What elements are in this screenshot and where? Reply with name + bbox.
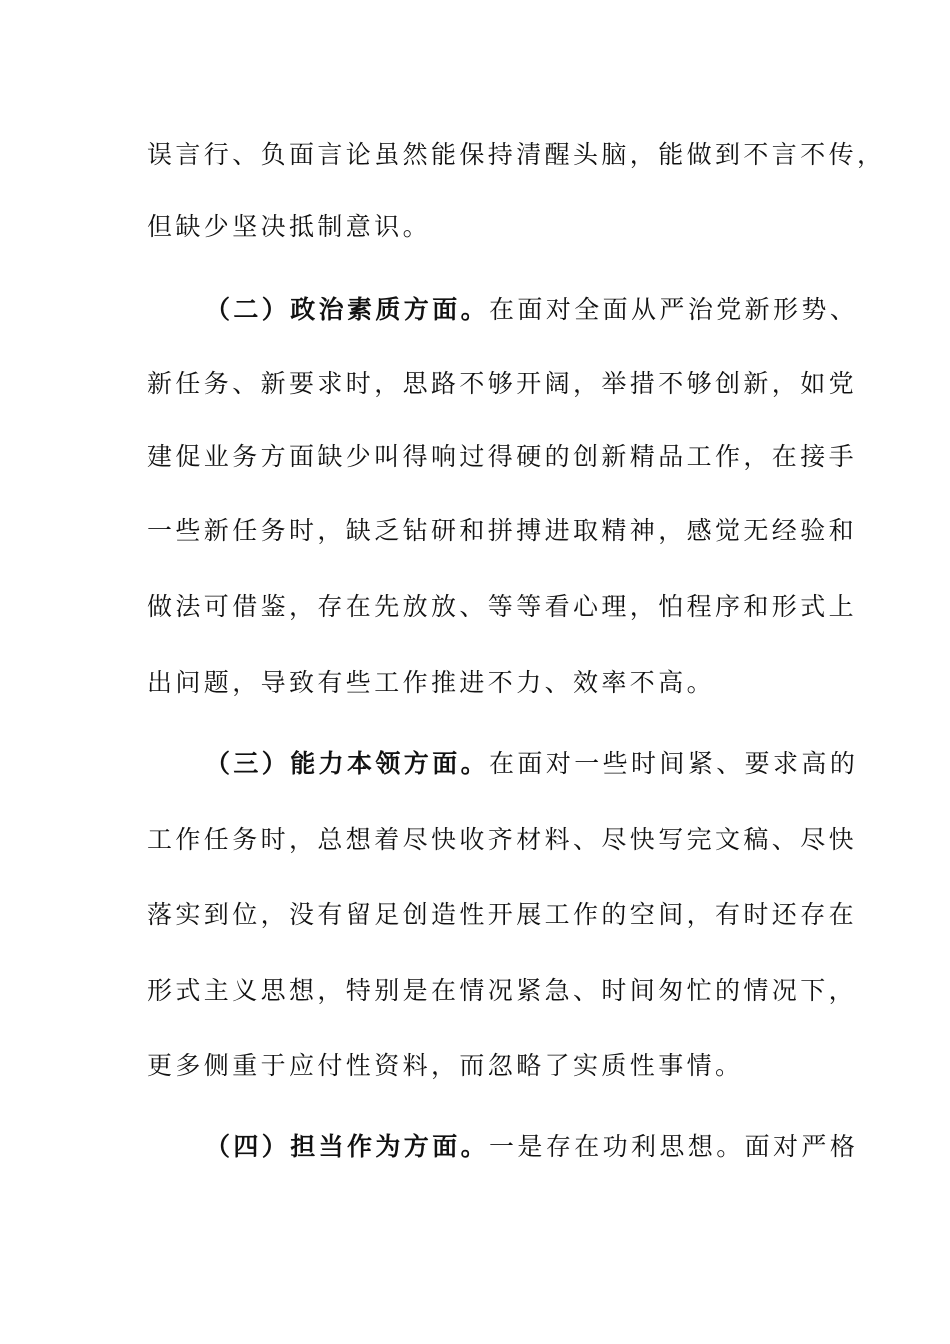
section-heading: （三）能力本领方面。 [205, 749, 490, 778]
text-line: 做法可借鉴，存在先放放、等等看心理，怕程序和形式上 [147, 592, 858, 621]
text-line: 建促业务方面缺少叫得响过得硬的创新精品工作，在接手 [147, 442, 858, 471]
text-line: 落实到位，没有留足创造性开展工作的空间，有时还存在 [147, 900, 858, 929]
text-line: 更多侧重于应付性资料，而忽略了实质性事情。 [147, 1051, 744, 1080]
section-text: 一是存在功利思想。面对严格 [489, 1132, 859, 1161]
section-heading: （四）担当作为方面。 [205, 1132, 490, 1161]
text-line: 形式主义思想，特别是在情况紧急、时间匆忙的情况下， [147, 976, 858, 1005]
text-line: 出问题，导致有些工作推进不力、效率不高。 [147, 668, 716, 697]
section-first-line [205, 744, 858, 784]
section-heading: （二）政治素质方面。 [205, 295, 490, 324]
section-first-line [205, 290, 858, 330]
text-line: 误言行、负面言论虽然能保持清醒头脑，能做到不言不传， [147, 140, 886, 169]
text-line: 工作任务时，总想着尽快收齐材料、尽快写完文稿、尽快 [147, 825, 858, 854]
section-text: 在面对全面从严治党新形势、 [489, 295, 859, 324]
text-line: 但缺少坚决抵制意识。 [147, 212, 432, 241]
section-text: 在面对一些时间紧、要求高的 [489, 749, 859, 778]
text-line: 一些新任务时，缺乏钻研和拼搏进取精神，感觉无经验和 [147, 516, 858, 545]
section-first-line [205, 1127, 858, 1167]
text-line: 新任务、新要求时，思路不够开阔，举措不够创新，如党 [147, 369, 858, 398]
